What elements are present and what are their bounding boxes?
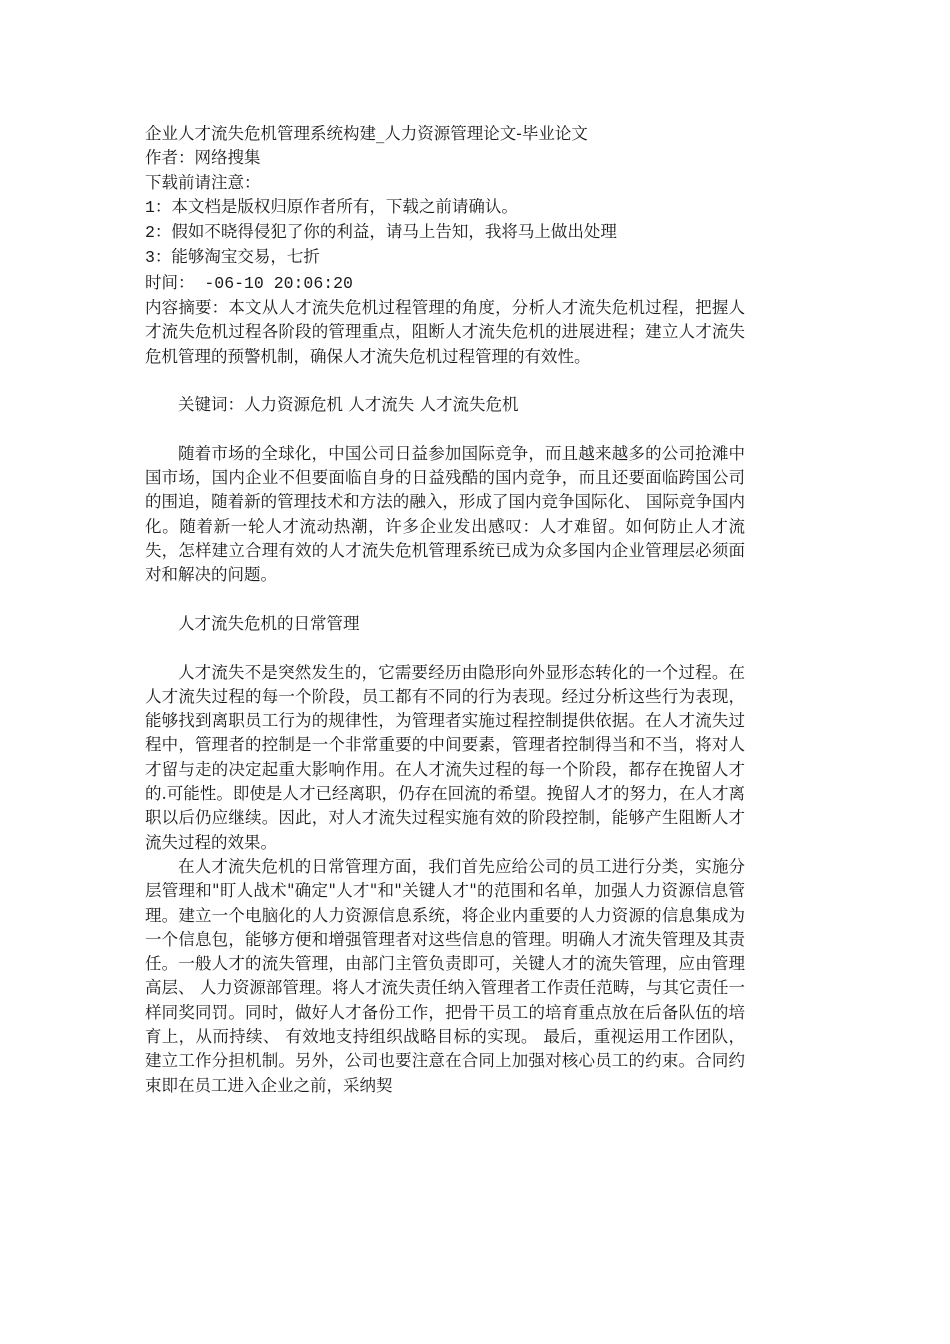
spacer	[145, 369, 745, 393]
spacer	[145, 636, 745, 660]
notice-item-3	[145, 245, 745, 270]
notice-text: ：本文档是版权归原作者所有，下载之前请确认。	[154, 196, 518, 216]
notice-item-1	[145, 195, 745, 220]
notice-number: 3	[145, 248, 155, 268]
keywords-line: 关键词：人力资源危机 人才流失 人才流失危机	[178, 395, 519, 415]
notice-heading: 下载前请注意：	[145, 172, 261, 192]
notice-text: ：能够淘宝交易，七折	[154, 247, 320, 267]
section-heading: 人才流失危机的日常管理	[178, 613, 360, 633]
document-page	[145, 122, 745, 1098]
intro-paragraph: 随着市场的全球化，中国公司日益参加国际竞争，而且越来越多的公司抢滩中国市场，国内企业不但要面临自身的日益残酷的国内竞争，而且还要面临跨国公司的围追，随着新的管理技术和方法的融入，形成了国内竞争国际化、 国际竞争国内化。随着新一轮人才流动热潮，许多企业发出感叹：人才难留。如何防止人才流失，怎样建立合理有效的人才流失危机管理系统已成为众多国内企业管理层必须面对和解决的问题。	[145, 443, 745, 585]
body-paragraph: 人才流失不是突然发生的，它需要经历由隐形向外显形态转化的一个过程。在人才流失过程的每一个阶段，员工都有不同的行为表现。经过分析这些行为表现，能够找到离职员工行为的规律性，为管理者实施过程控制提供依据。在人才流失过程中，管理者的控制是一个非常重要的中间要素，管理者控制得当和不当，将对人才留与走的决定起重大影响作用。在人才流失过程的每一个阶段，都存在挽留人才的.可能性。即使是人才已经离职，仍存在回流的希望。挽留人才的努力，在人才离职以后仍应继续。因此，对人才流失过程实施有效的阶段控制，能够产生阻断人才流失过程的效果。	[145, 662, 745, 852]
notice-number: 2	[145, 223, 155, 243]
spacer	[145, 588, 745, 612]
time-line	[145, 271, 745, 296]
time-value: -06-10 20:06:20	[194, 273, 353, 293]
document-title: 企业人才流失危机管理系统构建_人力资源管理论文-毕业论文	[145, 124, 588, 143]
body-paragraph: 在人才流失危机的日常管理方面，我们首先应给公司的员工进行分类，实施分层管理和"盯人战术"确定"人才"和"关键人才"的范围和名单，加强人力资源信息管理。建立一个电脑化的人力资源信息系统，将企业内重要的人力资源的信息集成为一个信息包，能够方便和增强管理者对这些信息的管理。明确人才流失管理及其责任。一般人才的流失管理，由部门主管负责即可，关键人才的流失管理，应由管理高层、 人力资源部管理。将人才流失责任纳入管理者工作责任范畴，与其它责任一样同奖同罚。同时，做好人才备份工作，把骨干员工的培育重点放在后备队伍的培育上，从而持续、 有效地支持组织战略目标的实现。 最后，重视运用工作团队，建立工作分担机制。另外，公司也要注意在合同上加强对核心员工的约束。合同约束即在员工进入企业之前，采纳契	[145, 856, 745, 1095]
author-line: 作者：网络搜集	[145, 148, 261, 168]
notice-item-2	[145, 220, 745, 245]
time-label: 时间：	[145, 272, 195, 292]
spacer	[145, 418, 745, 442]
abstract-paragraph: 内容摘要：本文从人才流失危机过程管理的角度，分析人才流失危机过程，把握人才流失危机过程各阶段的管理重点，阻断人才流失危机的进展进程；建立人才流失危机管理的预警机制，确保人才流失危机过程管理的有效性。	[145, 298, 745, 366]
notice-text: ：假如不晓得侵犯了你的利益，请马上告知，我将马上做出处理	[154, 222, 617, 242]
notice-number: 1	[145, 197, 155, 217]
